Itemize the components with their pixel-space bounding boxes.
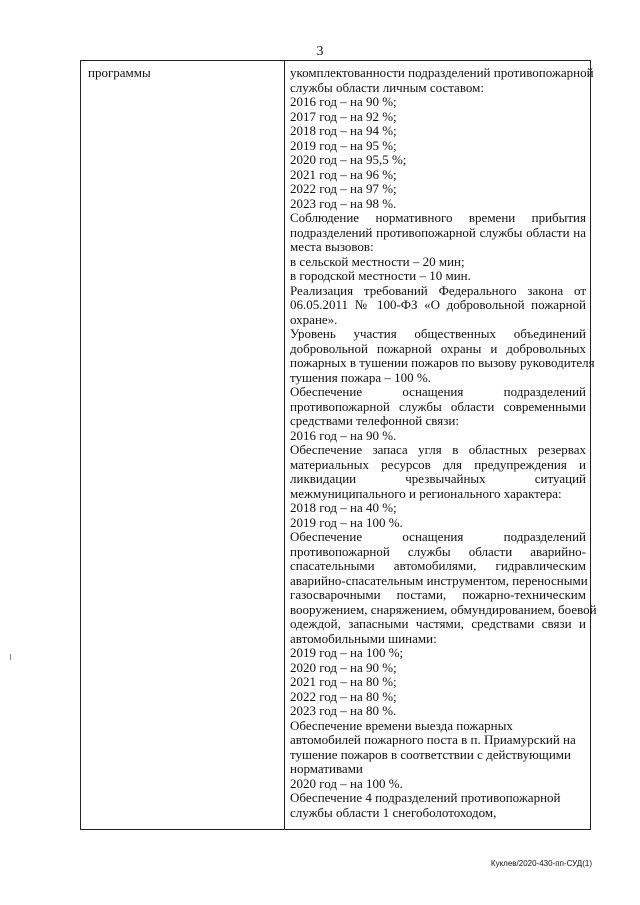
text-line: вооружением, снаряжением, обмундированием, боевой — [290, 601, 597, 617]
text-line: места вызовов: — [290, 239, 374, 254]
text-line: Обеспечение оснащения подразделений — [290, 529, 586, 544]
text-line: аварийно-спасательным инструментом, переносными — [290, 572, 588, 588]
text-line: пожарных в тушении пожаров по вызову руководителя — [290, 355, 595, 370]
text-line: добровольной пожарной охраны и добровольных — [290, 340, 586, 356]
text-line: 2020 год – на 95,5 %; — [290, 152, 407, 167]
text-line: 2017 год – на 92 %; — [290, 108, 397, 124]
text-line: автомобилей пожарного поста в п. Приамурский на — [290, 732, 576, 747]
page-number: 3 — [316, 44, 324, 59]
text-line: 2018 год – на 40 %; — [290, 500, 397, 515]
row-label-cell: программы — [88, 65, 151, 80]
text-line: 2021 год – на 96 %; — [290, 166, 397, 182]
text-line: нормативами — [290, 761, 363, 776]
text-line: Обеспечение оснащения подразделений — [290, 384, 586, 399]
text-line: 2022 год – на 80 %; — [290, 688, 397, 704]
text-line: противопожарной службы области современными — [290, 398, 586, 414]
document-footer-code: Куклев/2020-430-пп-СУД(1) — [490, 859, 592, 868]
text-line: укомплектованности подразделений противопожарной — [290, 65, 594, 80]
text-line: 2019 год – на 95 %; — [290, 137, 397, 153]
text-line: Обеспечение 4 подразделений противопожарной — [290, 790, 561, 805]
text-line: службы области 1 снегоболотоходом, — [290, 804, 497, 820]
text-line: службы области личным составом: — [290, 79, 484, 95]
text-line: 2019 год – на 100 %; — [290, 645, 404, 660]
text-line: 2021 год – на 80 %; — [290, 674, 397, 689]
row-value-cell — [290, 65, 597, 820]
text-line: ликвидации чрезвычайных ситуаций — [290, 471, 586, 486]
text-line: Обеспечение запаса угля в областных резервах — [290, 442, 586, 457]
text-line: 2020 год – на 90 %; — [290, 659, 397, 675]
program-passport-table — [80, 60, 597, 830]
text-line: в городской местности – 10 мин. — [290, 268, 471, 283]
text-line: 2020 год – на 100 %. — [290, 775, 403, 791]
scan-artifact — [10, 654, 11, 660]
text-line: противопожарной службы области аварийно- — [290, 543, 586, 559]
text-line: 2022 год – на 97 %; — [290, 181, 397, 196]
column-divider — [284, 61, 285, 829]
text-line: 2023 год – на 80 %. — [290, 703, 397, 718]
text-line: материальных ресурсов для предупреждения и — [290, 456, 586, 472]
text-line: охране». — [290, 311, 338, 327]
text-line: 2016 год – на 90 %. — [290, 427, 397, 443]
text-line: подразделений противопожарной службы области на — [290, 224, 586, 240]
text-line: Соблюдение нормативного времени прибытия — [290, 210, 586, 225]
text-line: 2023 год – на 98 %. — [290, 195, 397, 211]
text-line: межмуниципального и регионального характера: — [290, 485, 562, 501]
text-line: средствами телефонной связи: — [290, 413, 459, 428]
text-line: тушения пожара – 100 %. — [290, 369, 431, 385]
text-line: автомобильными шинами: — [290, 630, 437, 646]
text-line: Уровень участия общественных объединений — [290, 326, 586, 341]
text-line: газосварочными постами, пожарно-техническим — [290, 587, 586, 602]
text-line: в сельской местности – 20 мин; — [290, 253, 465, 269]
text-line: Реализация требований Федерального закона от — [290, 282, 586, 298]
text-line: одеждой, запасными частями, средствами связи и — [290, 616, 586, 631]
text-line: 06.05.2011 № 100-ФЗ «О добровольной пожарной — [290, 297, 586, 312]
text-line: Обеспечение времени выезда пожарных — [290, 717, 513, 733]
text-line: 2019 год – на 100 %. — [290, 514, 403, 530]
text-line: 2016 год – на 90 %; — [290, 94, 397, 109]
text-line: спасательными автомобилями, гидравлическим — [290, 558, 586, 573]
text-line: тушение пожаров в соответствии с действующими — [290, 746, 571, 762]
text-line: 2018 год – на 94 %; — [290, 123, 397, 138]
